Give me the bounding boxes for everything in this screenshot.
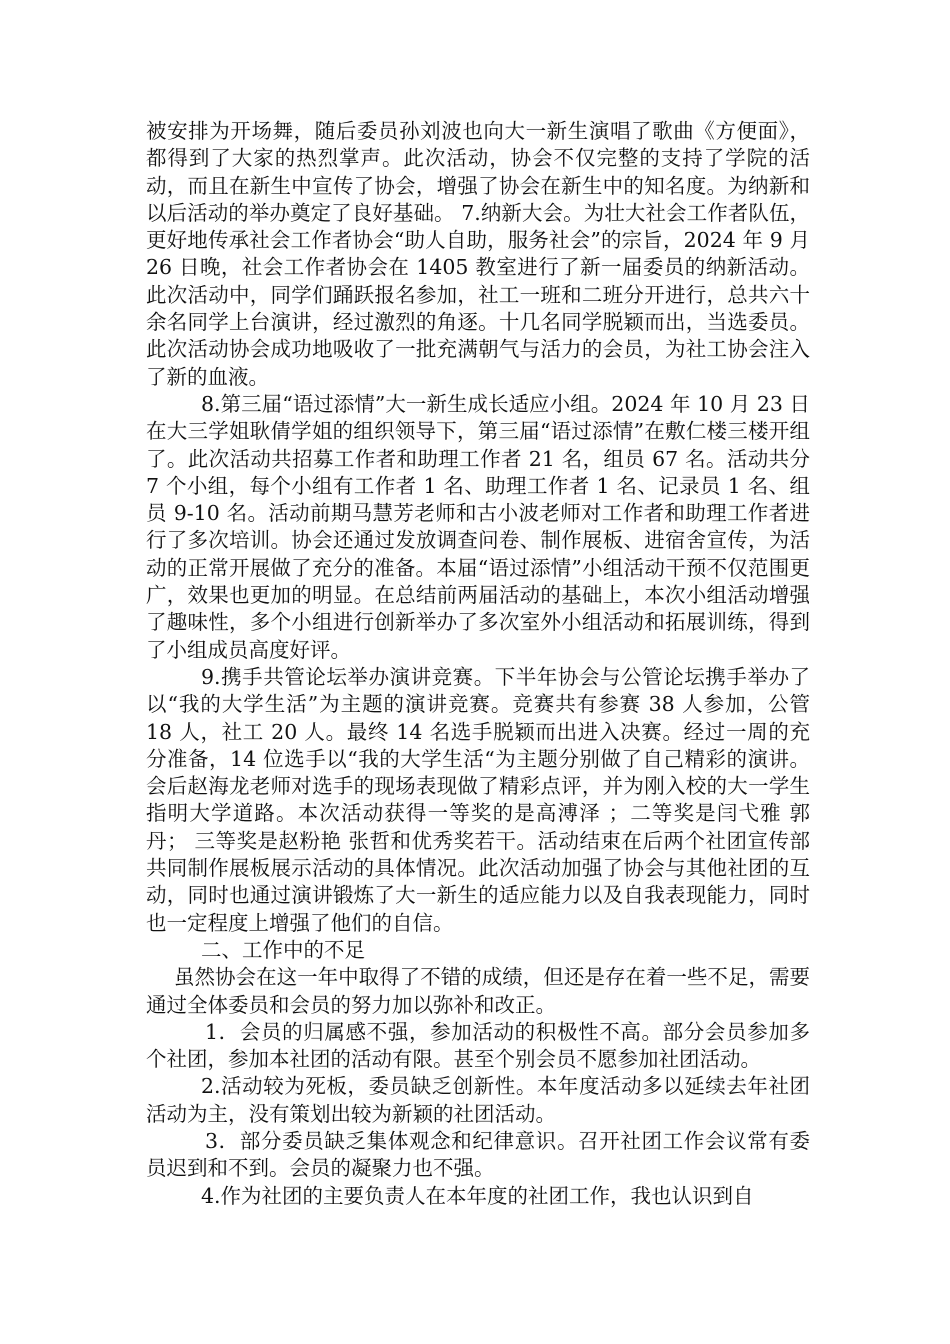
document-page bbox=[146, 118, 810, 1210]
paragraph-activities-continued: 被安排为开场舞，随后委员孙刘波也向大一新生演唱了歌曲《方便面》，都得到了大家的热烈掌声。此次活动，协会不仅完整的支持了学院的活动，而且在新生中宣传了协会，增强了协会在新生中的知名度。为纳新和以后活动的举办奠定了良好基础。 7.纳新大会。为壮大社会工作者队伍，更好地传承社会工作者协会“助人自助，服务社会”的宗旨，2024 年 9 月 26 日晚，社会工作者协会在 1405 教室进行了新一届委员的纳新活动。此次活动中，同学们踊跃报名参加，社工一班和二班分开进行，总共六十余名同学上台演讲，经过激烈的角逐。十几名同学脱颖而出，当选委员。此次活动协会成功地吸收了一批充满朝气与活力的会员，为社工协会注入了新的血液。 bbox=[146, 119, 810, 389]
paragraph-shortcoming-3: 3．部分委员缺乏集体观念和纪律意识。召开社团工作会议常有委员迟到和不到。会员的凝聚力也不强。 bbox=[146, 1128, 810, 1181]
section-heading-shortcomings: 二、工作中的不足 bbox=[201, 937, 365, 962]
paragraph-shortcoming-2: 2.活动较为死板，委员缺乏创新性。本年度活动多以延续去年社团活动为主，没有策划出较为新颖的社团活动。 bbox=[146, 1074, 810, 1126]
paragraph-item-9: 9.携手共管论坛举办演讲竞赛。下半年协会与公管论坛携手举办了以“我的大学生活”为主题的演讲竞赛。竞赛共有参赛 38 人参加，公管 18 人，社工 20 人。最终 14 名选手脱颖而出进入决赛。经过一周的充分准备，14 位选手以“我的大学生活“为主题分别做了自己精彩的演讲。会后赵海龙老师对选手的现场表现做了精彩点评，并为刚入校的大一学生指明大学道路。本次活动获得一等奖的是高溥泽 ；二等奖是闫弋雅 郭丹； 三等奖是赵粉艳 张哲和优秀奖若干。活动结束在后两个社团宣传部共同制作展板展示活动的具体情况。此次活动加强了协会与其他社团的互动，同时也通过演讲锻炼了大一新生的适应能力以及自我表现能力，同时也一定程度上增强了他们的自信。 bbox=[146, 664, 810, 935]
paragraph-shortcoming-1: 1．会员的归属感不强，参加活动的积极性不高。部分会员参加多个社团，参加本社团的活动有限。甚至个别会员不愿参加社团活动。 bbox=[146, 1019, 810, 1072]
paragraph-shortcoming-4: 4.作为社团的主要负责人在本年度的社团工作，我也认识到自 bbox=[201, 1183, 754, 1208]
paragraph-item-8: 8.第三届“语过添情”大一新生成长适应小组。2024 年 10 月 23 日在大三学姐耿倩学姐的组织领导下，第三届“语过添情”在敷仁楼三楼开组了。此次活动共招募工作者和助理工作者 21 名，组员 67 名。活动共分 7 个小组，每个小组有工作者 1 名、助理工作者 1 名、记录员 1 名、组员 9-10 名。活动前期马慧芳老师和古小波老师对工作者和助理工作者进行了多次培训。协会还通过发放调查问卷、制作展板、进宿舍宣传，为活动的正常开展做了充分的准备。本届“语过添情”小组活动干预不仅范围更广，效果也更加的明显。在总结前两届活动的基础上，本次小组活动增强了趣味性，多个小组进行创新举办了多次室外小组活动和拓展训练，得到了小组成员高度好评。 bbox=[146, 391, 810, 662]
paragraph-shortcomings-intro: 虽然协会在这一年中取得了不错的成绩，但还是存在着一些不足，需要通过全体委员和会员的努力加以弥补和改正。 bbox=[146, 965, 810, 1017]
